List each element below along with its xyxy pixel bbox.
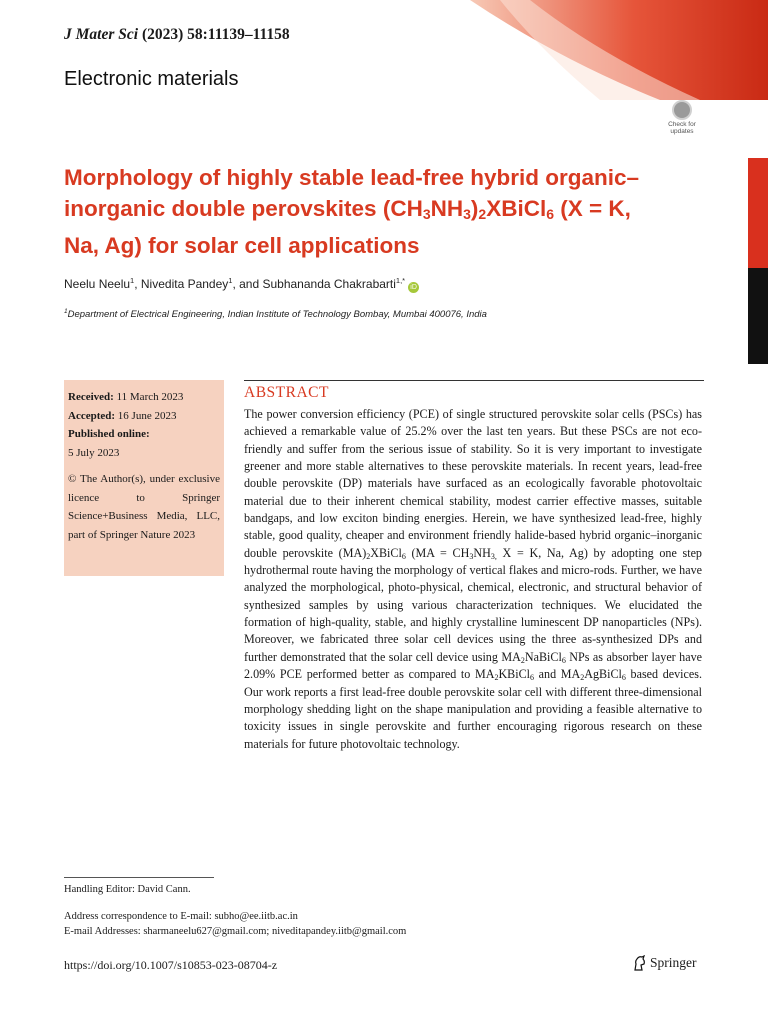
check-updates-label: Check for updates — [668, 121, 696, 135]
published-line: Published online: 5 July 2023 — [68, 428, 150, 459]
section-label: Electronic materials — [64, 68, 239, 90]
article-history-box — [64, 380, 224, 576]
springer-logo — [632, 955, 697, 971]
author-name: Neelu Neelu — [64, 277, 131, 291]
copyright-icon: © — [68, 473, 77, 485]
handling-editor: Handling Editor: David Cann. — [64, 884, 191, 895]
author-name: Subhananda Chakrabarti — [262, 277, 396, 291]
abstract-divider — [244, 380, 704, 381]
correspondence-address: Address correspondence to E-mail: subho@ee.iitb.ac.in — [64, 911, 298, 922]
author-emails: E-mail Addresses: sharmaneelu627@gmail.com; niveditapandey.iitb@gmail.com — [64, 926, 407, 937]
bookmark-icon — [672, 100, 692, 120]
journal-volume-pages: (2023) 58:11139–11158 — [141, 26, 290, 43]
side-accent-bar-black — [748, 268, 768, 364]
abstract-heading: ABSTRACT — [244, 384, 329, 401]
article-title: Morphology of highly stable lead-free hybrid organic– inorganic double perovskites $(CH_3NH_3)_2XBiCl_6$ (X = K, Na, Ag) for solar cell applications — [64, 165, 640, 258]
author-list: Neelu Neelu$^1$, Nivedita Pandey$^1$, and Subhananda Chakrabarti$^{1,*}$iD — [64, 276, 419, 293]
accepted-line: Accepted: 16 June 2023 — [68, 409, 177, 422]
publisher-name: Springer — [650, 955, 697, 970]
journal-name: J Mater Sci — [64, 26, 139, 43]
author-name: Nivedita Pandey — [140, 277, 229, 291]
abstract-text: The power conversion efficiency (PCE) of single structured perovskite solar cells (PSCs) has achieved a remarkable value of 25.2% over the last ten years. But these PSCs are not eco-friendly and suffer from the serious issue of stability. So it is very important to investigate greener and more stable alternatives to these perovskite materials. In recent years, lead-free double perovskite (DP) materials have surfaced as an ecologically favorable photovoltaic material due to their inherent chemical stability, modest carrier effective masses, suitable bandgaps, and low exciton binding energies. Herein, we have synthesized lead-free, highly stable, good quality, cheaper and environment friendly halide-based hybrid organic–inorganic double perovskite $(MA)_2XBiCl_6$ ($MA = CH_3NH_{3,}$ X = K, Na, Ag) by adopting one step hydrothermal route having the morphology of vertical flakes and micro-rods. Further, we have analyzed the morphological, photo-physical, chemical, electronic, and structural behavior of synthesized samples by using various characterization techniques. We elucidated the formation of high-quality, stable, and highly crystalline luminescent DP nanoparticles (NPs). Moreover, we fabricated three solar cell devices using the three as-synthesized DPs and further demonstrated that the solar cell device using $MA_2NaBiCl_6$ NPs as absorber layer have 2.09% PCE performed better as compared to $MA_2KBiCl_6$ and $MA_2AgBiCl_6$ based devices. Our work reports a first lead-free double perovskite solar cell with different three-dimensional morphology shedding light on the shape manipulation and providing a feasible alternative to toxicity issues in single perovskite and further encouraging rigorous research on these materials for future photovoltaic technology. — [244, 407, 703, 751]
springer-horse-icon — [632, 955, 647, 971]
received-line: Received: 11 March 2023 — [68, 391, 184, 403]
doi-link[interactable]: https://doi.org/10.1007/s10853-023-08704-z — [64, 958, 278, 972]
license-statement: © The Author(s), under exclusive licence to Springer Science+Business Media, LLC, part of Springer Nature 2023 — [68, 473, 220, 541]
check-for-updates-badge[interactable] — [664, 100, 700, 138]
footnote-divider — [64, 877, 214, 878]
orcid-icon[interactable]: iD — [408, 282, 419, 293]
journal-citation — [64, 26, 290, 44]
author-affiliation: $^1$Department of Electrical Engineering, Indian Institute of Technology Bombay, Mumbai 400076, India — [64, 308, 487, 321]
side-accent-bar-red — [748, 158, 768, 268]
